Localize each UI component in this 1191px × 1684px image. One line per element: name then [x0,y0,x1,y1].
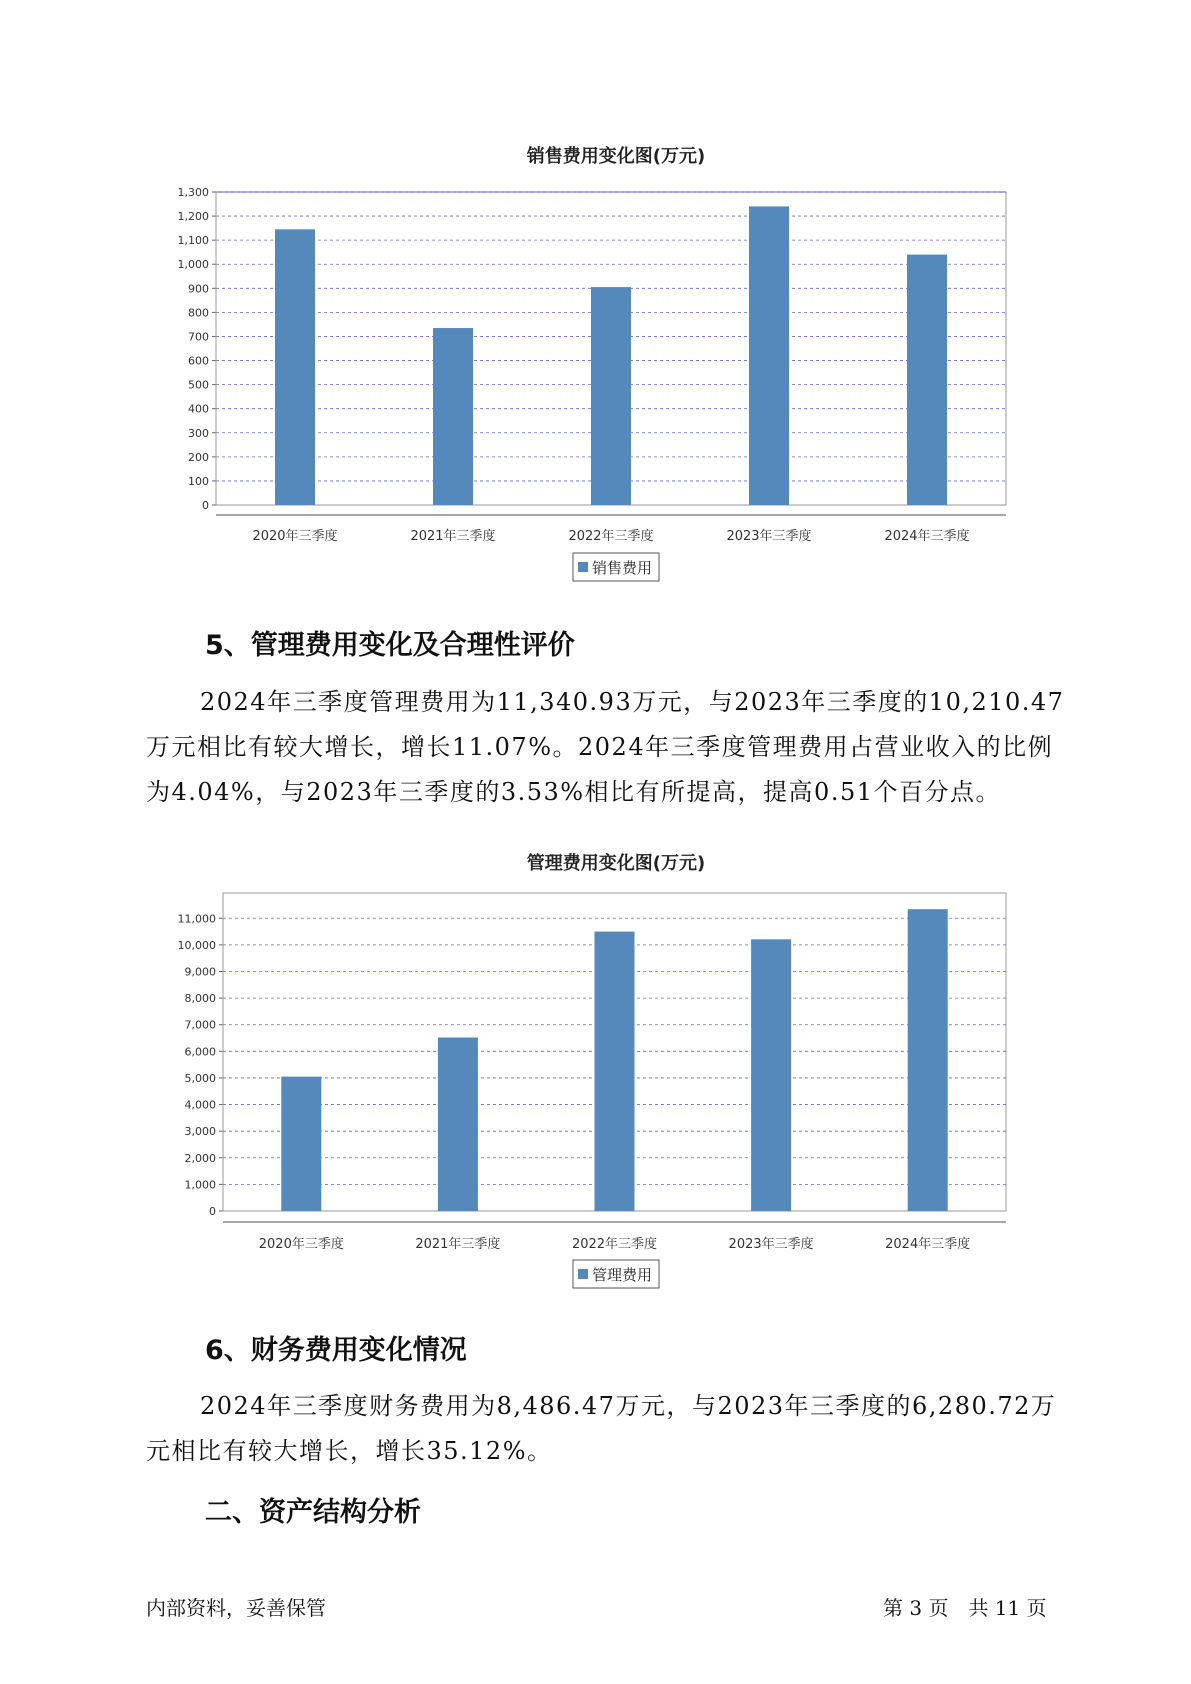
chart-title: 管理费用变化图(万元) [526,853,706,874]
y-tick-label: 2,000 [184,1151,216,1165]
y-tick-label: 0 [209,1205,216,1218]
bar [595,932,635,1211]
footer-confidential-note: 内部资料，妥善保管 [146,1596,326,1620]
section-6-heading: 6、财务费用变化情况 [205,1335,467,1366]
legend-swatch [578,1269,588,1279]
x-tick-label: 2023年三季度 [726,529,812,544]
y-tick-label: 1,200 [177,210,209,224]
sales-expense-chart-svg [146,140,1046,595]
y-tick-label: 0 [202,499,209,512]
y-tick-label: 1,300 [177,186,209,199]
y-tick-label: 1,000 [177,258,209,272]
section-5-heading: 5、管理费用变化及合理性评价 [205,630,575,661]
y-tick-label: 700 [188,330,209,344]
x-tick-label: 2021年三季度 [415,1237,501,1252]
bar [591,287,631,505]
x-tick-label: 2024年三季度 [885,1237,971,1252]
section-5-paragraph: 2024年三季度管理费用为11,340.93万元，与2023年三季度的10,210.47万元相比有较大增长，增长11.07%。2024年三季度管理费用占营业收入的比例为4.04%，与2023年三季度的3.53%相比有所提高，提高0.51个百分点。 [146,688,1065,806]
y-tick-label: 11,000 [177,912,216,926]
y-tick-label: 3,000 [184,1125,216,1139]
y-tick-label: 5,000 [184,1071,216,1085]
y-tick-label: 10,000 [177,938,216,952]
bar [908,909,948,1211]
y-tick-label: 200 [188,450,209,464]
y-tick-label: 800 [188,306,209,320]
bar [433,328,473,505]
legend-swatch [578,562,588,572]
y-tick-label: 400 [188,402,209,416]
bar [907,255,947,505]
chart-title: 销售费用变化图(万元) [526,146,706,167]
y-tick-label: 4,000 [184,1098,216,1112]
y-tick-label: 100 [188,474,209,488]
y-tick-label: 600 [188,354,209,368]
x-tick-label: 2021年三季度 [410,529,496,544]
y-tick-label: 8,000 [184,992,216,1006]
y-tick-label: 9,000 [184,965,216,979]
x-tick-label: 2023年三季度 [728,1237,814,1252]
y-tick-label: 1,000 [184,1178,216,1192]
y-tick-label: 7,000 [184,1018,216,1032]
footer-page-number: 第 3 页 共 11 页 [883,1596,1047,1620]
x-tick-label: 2020年三季度 [258,1237,344,1252]
bar [438,1037,478,1211]
x-tick-label: 2020年三季度 [252,529,338,544]
x-tick-label: 2022年三季度 [568,529,654,544]
y-tick-label: 6,000 [184,1045,216,1059]
bar [749,206,789,505]
x-tick-label: 2024年三季度 [884,529,970,544]
bar [751,939,791,1211]
x-tick-label: 2022年三季度 [571,1237,658,1252]
admin-expense-chart [146,845,1046,1300]
y-tick-label: 300 [188,426,209,440]
sales-expense-chart [146,140,1046,595]
bar [275,229,315,505]
y-tick-label: 900 [188,282,209,296]
bar [281,1077,321,1211]
section-6-paragraph: 2024年三季度财务费用为8,486.47万元，与2023年三季度的6,280.72万元相比有较大增长，增长35.12%。 [146,1392,1057,1465]
legend-label: 管理费用 [592,1266,653,1284]
section-2-heading: 二、资产结构分析 [205,1497,421,1528]
y-tick-label: 500 [188,378,209,392]
admin-expense-chart-svg [146,845,1046,1300]
y-tick-label: 1,100 [177,234,209,248]
legend-label: 销售费用 [592,559,653,577]
